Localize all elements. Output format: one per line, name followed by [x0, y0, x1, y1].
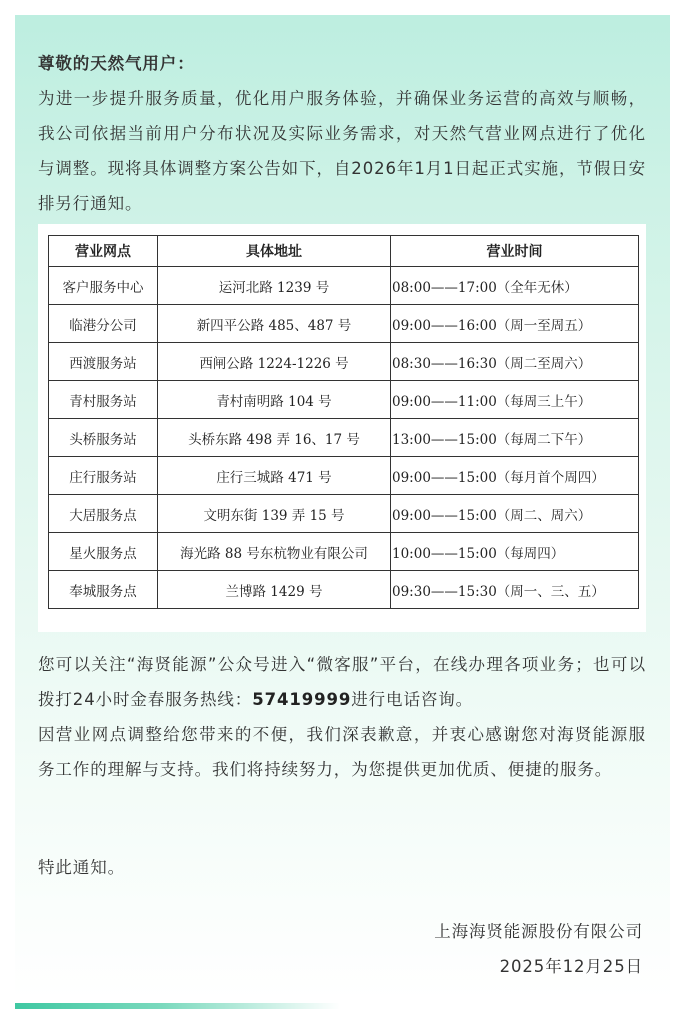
notice-date: 2025年12月25日 [499, 957, 643, 976]
branch-address: 新四平公路 485、487 号 [158, 305, 391, 343]
contact-text-end: 进行电话咨询。 [351, 690, 474, 709]
table-row [49, 305, 639, 343]
branch-name: 青村服务站 [49, 381, 158, 419]
contact-paragraph [38, 647, 646, 717]
branch-hours: 13:00——15:00（每周二下午） [391, 419, 639, 457]
table-row [49, 343, 639, 381]
branch-address: 海光路 88 号东杭物业有限公司 [158, 533, 391, 571]
table-header-row [49, 236, 639, 267]
table-row [49, 419, 639, 457]
table-row [49, 495, 639, 533]
branch-address: 文明东街 139 弄 15 号 [158, 495, 391, 533]
branch-address: 运河北路 1239 号 [158, 267, 391, 305]
branch-hours: 09:30——15:30（周一、三、五） [391, 571, 639, 609]
branch-hours: 09:00——11:00（每周三上午） [391, 381, 639, 419]
branch-address: 兰博路 1429 号 [158, 571, 391, 609]
branch-name: 客户服务中心 [49, 267, 158, 305]
header-branch: 营业网点 [49, 236, 158, 267]
table-row [49, 571, 639, 609]
schedule-table-container [38, 224, 646, 632]
branch-hours: 09:00——15:00（周二、周六） [391, 495, 639, 533]
branch-hours: 09:00——15:00（每月首个周四） [391, 457, 639, 495]
intro-paragraph: 为进一步提升服务质量，优化用户服务体验，并确保业务运营的高效与顺畅，我公司依据当前用户分布状况及实际业务需求，对天然气营业网点进行了优化与调整。现将具体调整方案公告如下，自2026年1月1日起正式实施，节假日安排另行通知。 [38, 89, 646, 213]
header-hours: 营业时间 [391, 236, 639, 267]
closing-text: 特此通知。 [38, 858, 125, 877]
accent-bar [15, 1003, 340, 1009]
header-address: 具体地址 [158, 236, 391, 267]
table-row [49, 533, 639, 571]
branch-name: 西渡服务站 [49, 343, 158, 381]
branch-name: 头桥服务站 [49, 419, 158, 457]
branch-name: 奉城服务点 [49, 571, 158, 609]
branch-name: 庄行服务站 [49, 457, 158, 495]
branch-address: 青村南明路 104 号 [158, 381, 391, 419]
branch-hours: 09:00——16:00（周一至周五） [391, 305, 639, 343]
company-signature: 上海海贤能源股份有限公司 [434, 922, 643, 941]
table-row [49, 381, 639, 419]
schedule-table [48, 235, 639, 609]
branch-name: 大居服务点 [49, 495, 158, 533]
apology-paragraph: 因营业网点调整给您带来的不便，我们深表歉意，并衷心感谢您对海贤能源服务工作的理解与支持。我们将持续努力，为您提供更加优质、便捷的服务。 [38, 725, 646, 779]
greeting: 尊敬的天然气用户： [38, 54, 195, 73]
branch-name: 星火服务点 [49, 533, 158, 571]
branch-address: 头桥东路 498 弄 16、17 号 [158, 419, 391, 457]
branch-hours: 10:00——15:00（每周四） [391, 533, 639, 571]
contact-text: 您可以关注“海贤能源”公众号进入“微客服”平台，在线办理各项业务；也可以拨打24小时金春服务热线： [38, 655, 646, 709]
hotline-number: 57419999 [252, 690, 352, 709]
table-row [49, 457, 639, 495]
branch-address: 庄行三城路 471 号 [158, 457, 391, 495]
branch-hours: 08:00——17:00（全年无休） [391, 267, 639, 305]
branch-hours: 08:30——16:30（周二至周六） [391, 343, 639, 381]
table-row [49, 267, 639, 305]
branch-address: 西闸公路 1224-1226 号 [158, 343, 391, 381]
branch-name: 临港分公司 [49, 305, 158, 343]
